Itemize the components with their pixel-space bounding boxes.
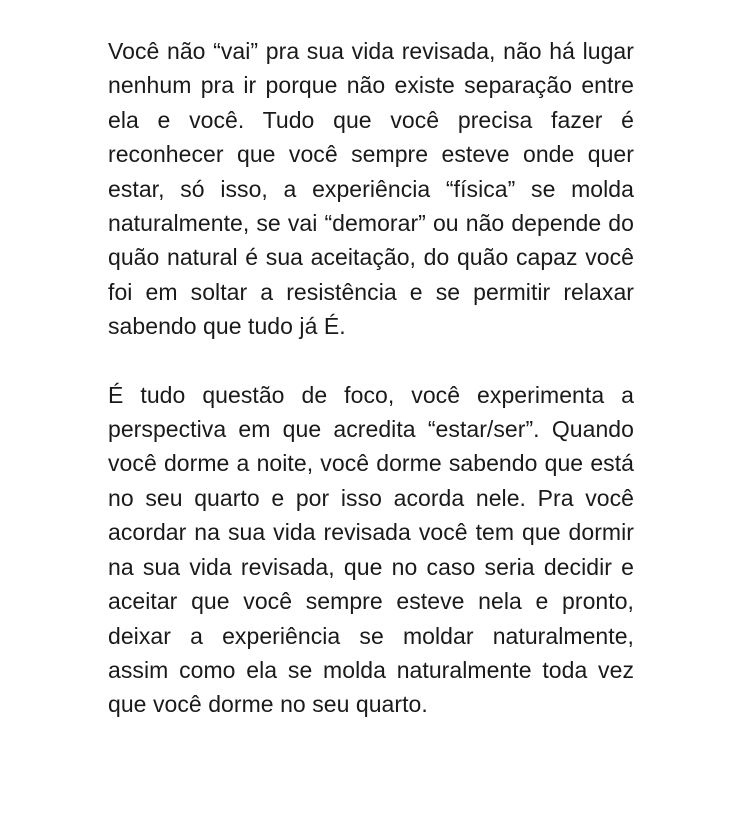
paragraph-1: Você não “vai” pra sua vida revisada, não há lugar nenhum pra ir porque não existe separação entre ela e você. Tudo que você precisa fazer é reconhecer que você sempre esteve onde quer estar, só isso, a experiência “física” se molda naturalmente, se vai “demorar” ou não depende do quão natural é sua aceitação, do quão capaz você foi em soltar a resistência e se permitir relaxar sabendo que tudo já É. bbox=[108, 38, 634, 340]
paragraph-2: É tudo questão de foco, você experimenta a perspectiva em que acredita “estar/ser”. Quando você dorme a noite, você dorme sabendo que está no seu quarto e por isso acorda nele. Pra você acordar na sua vida revisada você tem que dormir na sua vida revisada, que no caso seria decidir e aceitar que você sempre esteve nela e pronto, deixar a experiência se moldar naturalmente, assim como ela se molda naturalmente toda vez que você dorme no seu quarto. bbox=[108, 381, 634, 718]
document-page bbox=[108, 34, 634, 722]
